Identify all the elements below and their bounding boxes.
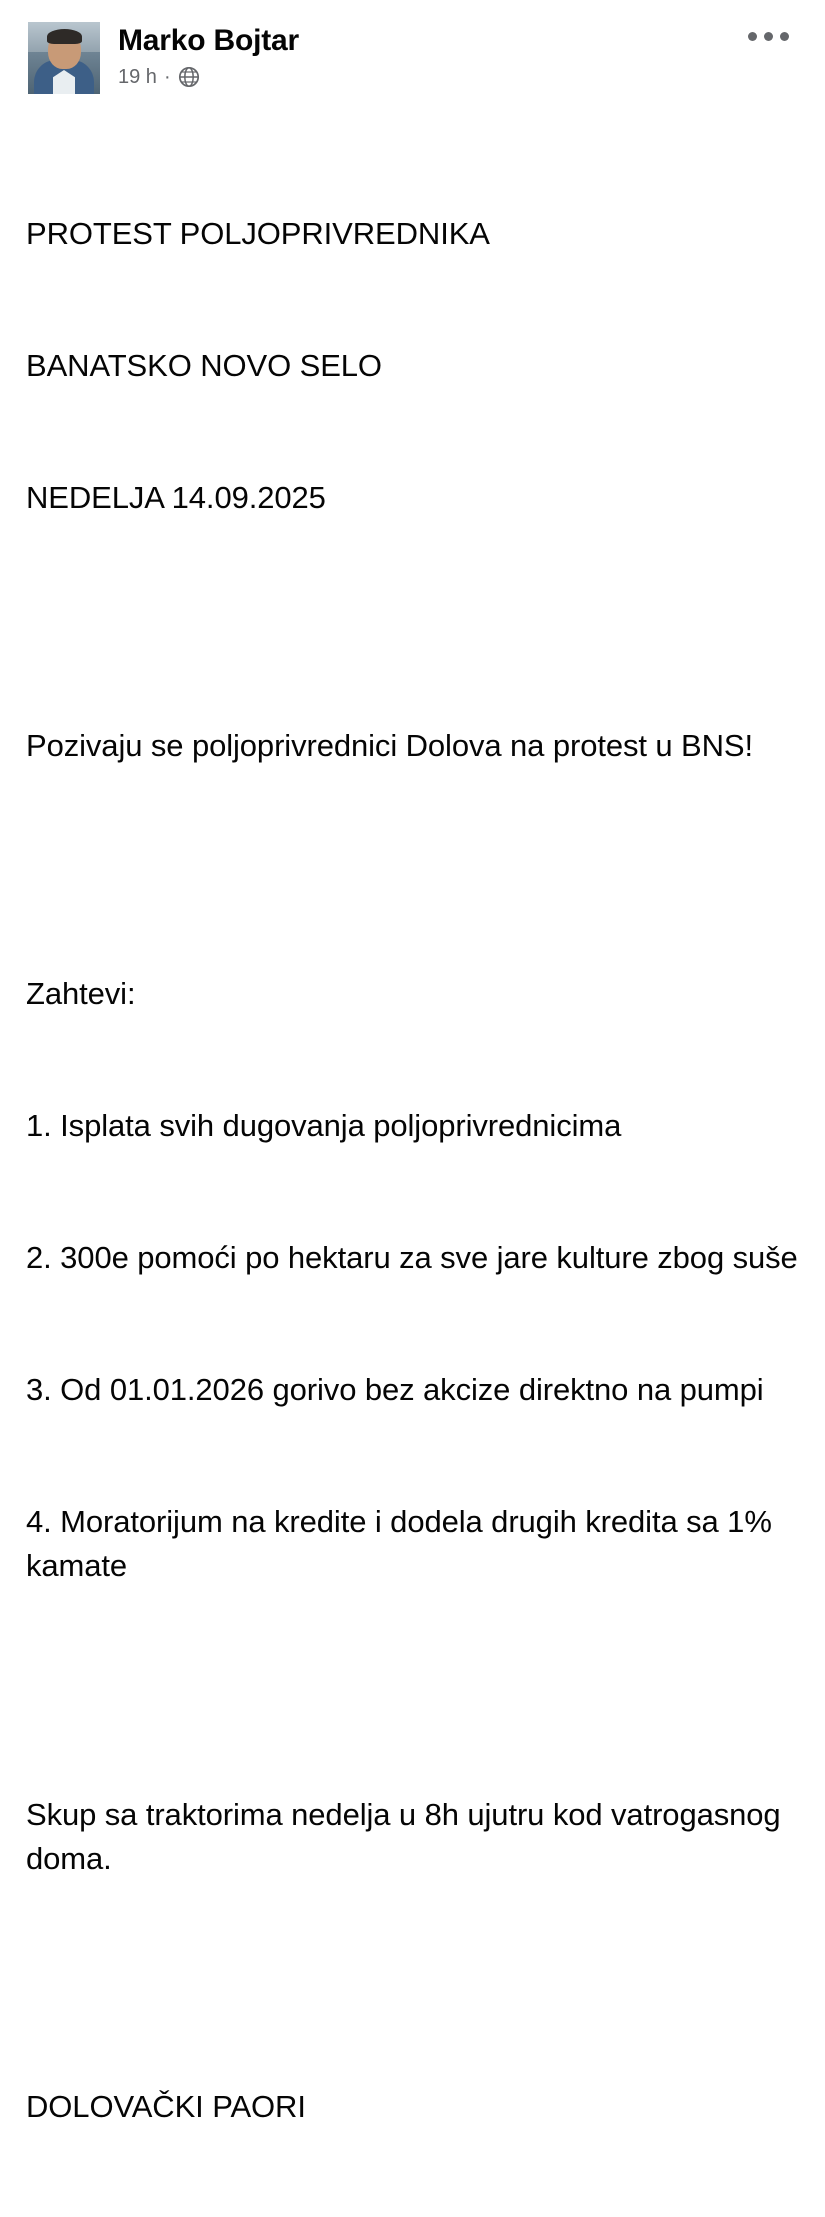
post-header-text (118, 22, 748, 89)
more-options-dot (780, 32, 789, 41)
post-line: Pozivaju se poljoprivrednici Dolova na protest u BNS! (26, 728, 754, 764)
more-options-dot (764, 32, 773, 41)
post-line: 3. Od 01.01.2026 gorivo bez akcize direktno na pumpi (26, 1372, 764, 1408)
post-line: DOLOVAČKI PAORI (26, 2088, 306, 2124)
post-line: NEDELJA 14.09.2025 (26, 480, 326, 516)
avatar[interactable] (28, 22, 100, 94)
post-line: Skup sa traktorima nedelja u 8h ujutru kod vatrogasnog doma. (26, 1796, 790, 1876)
post-line: BANATSKO NOVO SELO (26, 348, 382, 384)
meta-separator: · (163, 65, 171, 88)
post-line: Zahtevi: (26, 976, 136, 1012)
post-header (26, 22, 799, 94)
post-line: 1. Isplata svih dugovanja poljoprivrednicima (26, 1108, 622, 1144)
more-options-dot (748, 32, 757, 41)
post-line: 2. 300e pomoći po hektaru za sve jare kulture zbog suše (26, 1240, 798, 1276)
post-line: 4. Moratorijum na kredite i dodela drugih kredita sa 1% kamate (26, 1504, 781, 1584)
post-line-blank (26, 856, 799, 884)
post-line-blank (26, 608, 799, 636)
post-line: PROTEST POLJOPRIVREDNIKA (26, 216, 490, 252)
post-line-blank (26, 1969, 799, 1997)
post-text (26, 124, 799, 2217)
post-meta (118, 66, 748, 89)
author-name[interactable]: Marko Bojtar (118, 24, 299, 57)
avatar-hair (47, 29, 82, 44)
post-line-blank (26, 1677, 799, 1705)
post-timestamp[interactable]: 19 h (118, 65, 157, 88)
globe-icon[interactable] (178, 66, 200, 88)
more-options-icon[interactable] (748, 32, 789, 41)
